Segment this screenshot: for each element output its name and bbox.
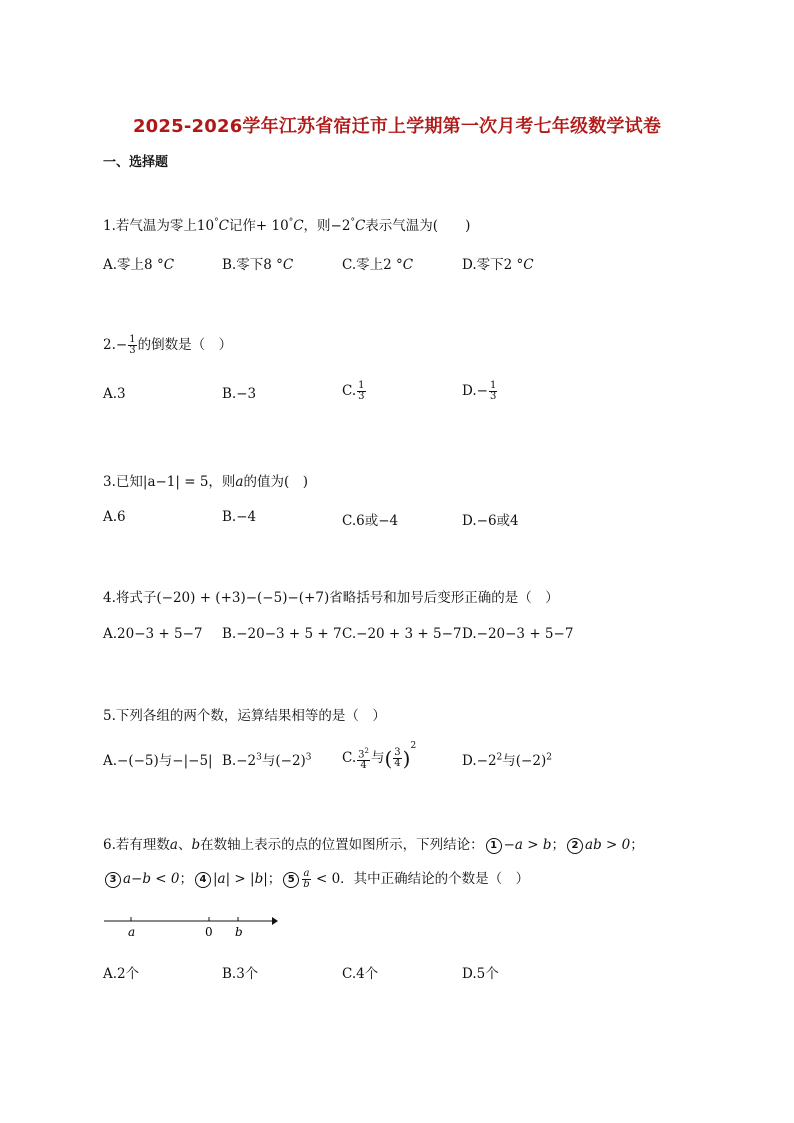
q5-option-d-exp1: 2 [496, 752, 503, 763]
q1-unit2: C [293, 218, 304, 234]
q5-option-c-num2: 3 [394, 747, 401, 758]
q5-option-c-lparen: ( [384, 746, 393, 771]
q5-option-c-letter: C. [342, 750, 357, 766]
q5-option-c-num1: 3 [358, 749, 365, 761]
q5-option-c-rparen: ) [402, 746, 411, 771]
q5-option-c-exp: 2 [410, 741, 417, 751]
q2-option-d[interactable] [462, 381, 498, 402]
q2-option-c[interactable] [342, 381, 367, 402]
q2-option-d-letter: D.− [462, 383, 488, 399]
q5-option-b-exp2: 3 [305, 752, 312, 763]
q5-option-d[interactable] [462, 749, 552, 769]
q2-option-d-fraction [489, 381, 497, 402]
q6-semi-1: ； [551, 837, 566, 853]
q1-option-a-letter: A. [103, 257, 118, 273]
number-line-arrow [272, 917, 278, 925]
q2-suffix: 的倒数是（ ） [137, 337, 233, 353]
q5-option-d-part1: D.−2 [462, 753, 497, 769]
q6-circle-3: 3 [105, 872, 121, 888]
q2-numerator: 1 [129, 334, 136, 345]
q6-statement-1: −a > b [503, 837, 552, 853]
q6-circle-5: 5 [283, 872, 299, 888]
question-3-stem [103, 470, 308, 490]
q6-s5-tail: < 0 [311, 871, 341, 887]
q3-expr: |a−1| = 5 [142, 474, 209, 490]
q1-option-d-text: 零下2 [476, 257, 513, 273]
q1-option-d-letter: D. [462, 257, 477, 273]
q5-option-d-exp2: 2 [546, 752, 552, 763]
q5-option-b-part2: 与(−2) [261, 753, 306, 769]
q5-option-c-num1-wrap [357, 746, 370, 761]
q1-option-b-text: 零下8 [236, 257, 272, 273]
q6-text-a: 6.若有理数 [103, 837, 170, 853]
q5-option-c-frac1 [357, 746, 370, 771]
q1-text-b: 记作 [228, 218, 256, 234]
label-b: b [235, 925, 243, 939]
q5-option-c-numexp: 2 [364, 746, 369, 755]
q6-statement-4: |a| > |b| [213, 871, 268, 887]
q1-option-d-unit: °C [516, 257, 534, 273]
q1-option-a[interactable] [103, 253, 174, 273]
q6-s5-num: a [303, 868, 310, 879]
q4-option-c[interactable]: C.−20 + 3 + 5−7 [342, 626, 462, 642]
q6-var-b: b [191, 837, 201, 853]
question-6-line2 [103, 867, 529, 890]
q3-mid: ，则 [208, 474, 236, 490]
question-2-stem [103, 333, 232, 356]
q1-option-c-text: 零上2 [356, 257, 392, 273]
q5-option-b-exp1: 3 [256, 752, 262, 763]
q1-val2: + 10 [255, 218, 289, 234]
q6-text-b: 在数轴上表示的点的位置如图所示，下列结论： [200, 837, 484, 853]
label-zero: 0 [205, 925, 213, 939]
q1-option-c-unit: °C [396, 257, 414, 273]
q5-option-d-part2: 与(−2) [502, 753, 547, 769]
q6-circle-4: 4 [195, 872, 211, 888]
q1-option-b-letter: B. [222, 257, 237, 273]
q1-deg2: ° [288, 217, 294, 228]
number-line-figure [100, 910, 280, 940]
q5-option-c[interactable] [342, 741, 416, 771]
q3-option-c[interactable]: C.6或−4 [342, 513, 399, 529]
q2-option-a[interactable]: A.3 [103, 386, 126, 402]
q1-option-c-letter: C. [342, 257, 357, 273]
q6-option-c[interactable]: C.4个 [342, 966, 379, 982]
q1-option-a-text: 零上8 [117, 257, 153, 273]
q5-option-a[interactable]: A.−(−5)与−|−5| [103, 753, 213, 769]
q1-option-a-unit: °C [156, 257, 175, 273]
q6-option-b[interactable]: B.3个 [222, 966, 259, 982]
q1-text-a: 1.若气温为零上 [103, 218, 197, 234]
q6-statement-3: a−b < 0 [123, 871, 180, 887]
exam-title: 2025-2026学年江苏省宿迁市上学期第一次月考七年级数学试卷 [132, 116, 662, 137]
q1-deg1: ° [214, 217, 219, 228]
q1-text-c: ，则 [303, 218, 331, 234]
q2-option-c-fraction [357, 381, 365, 402]
q5-option-c-den2: 4 [394, 758, 401, 769]
q6-text-tail: ．其中正确结论的个数是（ ） [340, 871, 530, 887]
q6-semi-3: ； [179, 871, 193, 887]
label-a: a [128, 925, 136, 939]
q4-option-a[interactable]: A.20−3 + 5−7 [103, 626, 203, 642]
q6-statement-5-fraction [302, 869, 310, 890]
q6-option-d[interactable]: D.5个 [462, 966, 499, 982]
q5-option-b-part1: B.−2 [222, 753, 257, 769]
q1-val1: 10 [196, 218, 215, 234]
q6-circle-2: 2 [567, 838, 583, 854]
q3-prefix: 3.已知 [103, 474, 143, 490]
q1-val3: −2 [330, 218, 351, 234]
q5-option-c-mid: 与 [370, 750, 385, 766]
q6-var-a: a [169, 837, 178, 853]
q6-semi-4: ； [267, 871, 282, 887]
q4-option-b[interactable]: B.−20−3 + 5 + 7 [222, 626, 342, 642]
q2-option-c-letter: C. [342, 383, 357, 399]
q2-prefix: 2.− [103, 337, 128, 353]
q6-sep: 、 [177, 837, 192, 853]
q3-option-a[interactable]: A.6 [103, 509, 126, 525]
question-5-stem: 5.下列各组的两个数，运算结果相等的是（ ） [103, 708, 386, 724]
q6-s5-den: b [303, 879, 310, 890]
q1-unit3: C [354, 218, 366, 234]
q5-option-b[interactable] [222, 749, 312, 769]
q3-suffix: 的值为( ) [243, 474, 309, 490]
q3-var: a [235, 474, 244, 490]
q2-denominator: 3 [129, 345, 136, 356]
question-4-stem: 4.将式子(−20) + (+3)−(−5)−(+7)省略括号和加号后变形正确的是（ ） [103, 590, 559, 606]
q3-option-b[interactable]: B.−4 [222, 509, 257, 525]
q6-semi-2: ； [630, 837, 644, 853]
q1-unit1: C [218, 218, 229, 234]
section-heading: 一、选择题 [103, 155, 169, 170]
q2-fraction [128, 335, 136, 356]
question-1-stem [103, 214, 470, 234]
q1-option-b-unit: °C [276, 257, 294, 273]
q2-option-d-num: 1 [489, 380, 497, 391]
q2-option-c-den: 3 [358, 391, 365, 402]
q5-option-c-den1: 4 [360, 760, 367, 772]
q2-option-d-den: 3 [489, 391, 497, 402]
q1-option-d[interactable] [462, 253, 534, 273]
question-6-line1 [103, 833, 644, 854]
q1-option-c[interactable] [342, 253, 413, 273]
q1-option-b[interactable] [222, 253, 293, 273]
q6-circle-1: 1 [486, 838, 502, 854]
q2-option-c-num: 1 [358, 380, 365, 391]
q5-option-c-frac2 [393, 748, 401, 769]
q4-option-d[interactable]: D.−20−3 + 5−7 [462, 626, 574, 642]
q2-option-b[interactable]: B.−3 [222, 386, 257, 402]
q1-text-d: 表示气温为( ) [365, 218, 471, 234]
q1-deg3: ° [350, 217, 355, 228]
q3-option-d[interactable]: D.−6或4 [462, 513, 519, 529]
q6-statement-2: ab > 0 [585, 837, 631, 853]
q6-option-a[interactable]: A.2个 [103, 966, 140, 982]
